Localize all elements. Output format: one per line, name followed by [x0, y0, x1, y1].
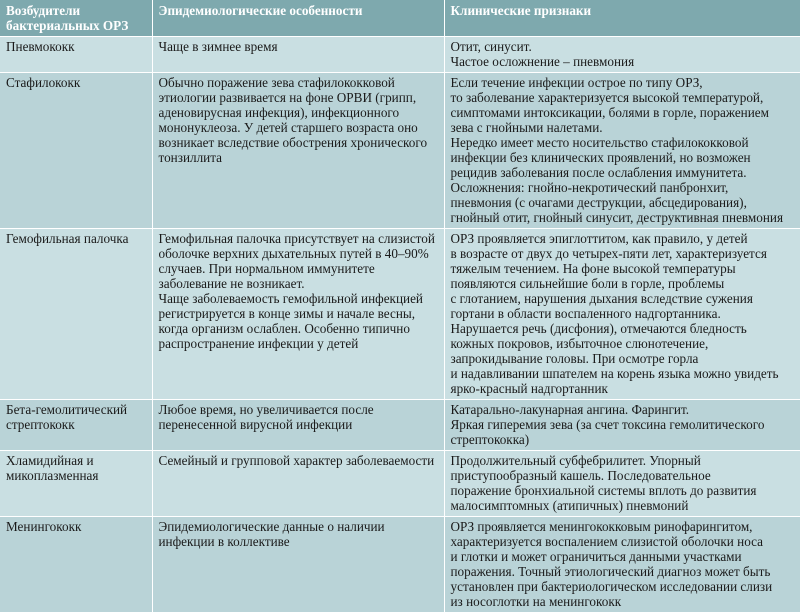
cell-text-line: появляются сильнейшие боли в горле, проблемы	[450, 276, 725, 291]
cell-text-line: Пневмококк	[6, 39, 75, 54]
cell-text-line: Гемофильная палочка	[6, 231, 129, 246]
cell-text-line: характеризуется воспалением слизистой оболочки носа	[450, 534, 763, 549]
cell-text-line: Семейный и групповой характер заболеваемости	[158, 453, 435, 468]
cell-text-line: то заболевание характеризуется высокой температурой,	[450, 90, 764, 105]
cell-text-line: Любое время, но увеличивается после	[158, 402, 374, 417]
cell-text-line: и глотки и может ограничиться данными участками	[450, 549, 742, 564]
cell-text-line: Менингококк	[6, 519, 82, 534]
pathogen-cell	[0, 517, 152, 613]
cell-text-line: ОРЗ проявляется менингококковым ринофарингитом,	[450, 519, 753, 534]
cell-text-line: ОРЗ проявляется эпиглоттитом, как правило, у детей	[450, 231, 748, 246]
table-row	[0, 400, 800, 451]
cell-text-line: Гемофильная палочка присутствует на слизистой	[158, 231, 435, 246]
cell-text-line: симптомами интоксикации, болями в горле, поражением	[450, 105, 769, 120]
cell-text-line: поражения. Точный этиологический диагноз может быть	[450, 564, 771, 579]
epidemiology-cell	[152, 73, 444, 229]
cell-text-line: этиологии развивается на фоне ОРВИ (грипп,	[158, 90, 417, 105]
cell-text-line: поражение бронхиальной системы вплоть до развития	[450, 483, 757, 498]
cell-text-line: бактериальных ОРЗ	[6, 18, 129, 33]
table-row	[0, 73, 800, 229]
cell-text-line: установлен при бактериологическом исследовании слизи	[450, 579, 773, 594]
cell-text-line: Чаще в зимнее время	[158, 39, 278, 54]
header-epidemiology	[152, 0, 444, 37]
cell-text-line: перенесенной вирусной инфекции	[158, 417, 353, 432]
cell-text-line: Обычно поражение зева стафилококковой	[158, 75, 395, 90]
cell-text-line: Частое осложнение – пневмония	[450, 54, 635, 69]
cell-text-line: распространение инфекции у детей	[158, 336, 359, 351]
cell-text-line: Эпидемиологические особенности	[158, 3, 363, 18]
pathogen-cell	[0, 400, 152, 451]
cell-text-line: заболевание не возникает.	[158, 276, 305, 291]
table-row	[0, 229, 800, 400]
cell-text-line: и надавливании шпателем на корень языка можно увидеть	[450, 366, 779, 381]
cell-text-line: ярко-красный надгортанник	[450, 381, 608, 396]
clinical-cell	[444, 400, 800, 451]
cell-text-line: оболочке верхних дыхательных путей в 40–90%	[158, 246, 429, 261]
cell-text-line: в возрасте от двух до четырех-пяти лет, характеризуется	[450, 246, 767, 261]
cell-text-line: Стафилококк	[6, 75, 81, 90]
header-pathogen	[0, 0, 152, 37]
clinical-cell	[444, 37, 800, 73]
cell-text-line: зева с гнойными налетами.	[450, 120, 603, 135]
cell-text-line: Яркая гиперемия зева (за счет токсина гемолитического	[450, 417, 765, 432]
cell-text-line: инфекции в коллективе	[158, 534, 290, 549]
clinical-cell	[444, 73, 800, 229]
cell-text-line: Осложнения: гнойно-некротический панбронхит,	[450, 180, 729, 195]
header-clinical	[444, 0, 800, 37]
cell-text-line: микоплазменная	[6, 468, 99, 483]
epidemiology-cell	[152, 451, 444, 517]
cell-text-line: Возбудители	[6, 3, 81, 18]
cell-text-line: пневмония (с очагами деструкции, абсцедирования),	[450, 195, 747, 210]
cell-text-line: стрептококка)	[450, 432, 530, 447]
cell-text-line: запрокидывание головы. При осмотре горла	[450, 351, 699, 366]
pathogen-cell	[0, 73, 152, 229]
cell-text-line: Чаще заболеваемость гемофильной инфекцией	[158, 291, 423, 306]
cell-text-line: из носоглотки на менингококк	[450, 594, 622, 609]
cell-text-line: с глотанием, нарушения дыхания вследствие сужения	[450, 291, 753, 306]
cell-text-line: гнойный отит, гнойный синусит, деструктивная пневмония	[450, 210, 784, 225]
clinical-cell	[444, 451, 800, 517]
pathogen-cell	[0, 37, 152, 73]
cell-text-line: рецидив заболевания после ослабления иммунитета.	[450, 165, 747, 180]
cell-text-line: Хламидийная и	[6, 453, 94, 468]
cell-text-line: Бета-гемолитический	[6, 402, 128, 417]
cell-text-line: Отит, синусит.	[450, 39, 532, 54]
epidemiology-cell	[152, 37, 444, 73]
cell-text-line: малосимптомных (атипичных) пневмоний	[450, 498, 689, 513]
cell-text-line: регистрируется в конце зимы и начале весны,	[158, 306, 416, 321]
table-row	[0, 451, 800, 517]
cell-text-line: Эпидемиологические данные о наличии	[158, 519, 385, 534]
cell-text-line: тонзиллита	[158, 150, 223, 165]
cell-text-line: Клинические признаки	[450, 3, 592, 18]
cell-text-line: случаев. При нормальном иммунитете	[158, 261, 375, 276]
epidemiology-cell	[152, 229, 444, 400]
clinical-cell	[444, 517, 800, 613]
pathogen-cell	[0, 229, 152, 400]
cell-text-line: приступообразный кашель. Последовательное	[450, 468, 711, 483]
cell-text-line: Если течение инфекции острое по типу ОРЗ,	[450, 75, 703, 90]
epidemiology-cell	[152, 400, 444, 451]
cell-text-line: возникает вследствие обострения хронического	[158, 135, 428, 150]
cell-text-line: кожных покровов, избыточное слюнотечение,	[450, 336, 709, 351]
pathogen-cell	[0, 451, 152, 517]
cell-text-line: Продолжительный субфебрилитет. Упорный	[450, 453, 701, 468]
table-row	[0, 37, 800, 73]
header-row	[0, 0, 800, 37]
cell-text-line: инфекции без клинических проявлений, но возможен	[450, 150, 751, 165]
cell-text-line: Нарушается речь (дисфония), отмечаются бледность	[450, 321, 747, 336]
epidemiology-cell	[152, 517, 444, 613]
cell-text-line: Катарально-лакунарная ангина. Фарингит.	[450, 402, 690, 417]
cell-text-line: гортани в области воспаленного надгортанника.	[450, 306, 721, 321]
table-row	[0, 517, 800, 613]
cell-text-line: мононуклеоза. У детей старшего возраста оно	[158, 120, 418, 135]
cell-text-line: когда организм ослаблен. Особенно типично	[158, 321, 410, 336]
cell-text-line: Нередко имеет место носительство стафилококковой	[450, 135, 749, 150]
cell-text-line: тяжелым течением. На фоне высокой температуры	[450, 261, 736, 276]
cell-text-line: аденовирусная инфекция), инфекционного	[158, 105, 400, 120]
clinical-cell	[444, 229, 800, 400]
cell-text-line: стрептококк	[6, 417, 75, 432]
